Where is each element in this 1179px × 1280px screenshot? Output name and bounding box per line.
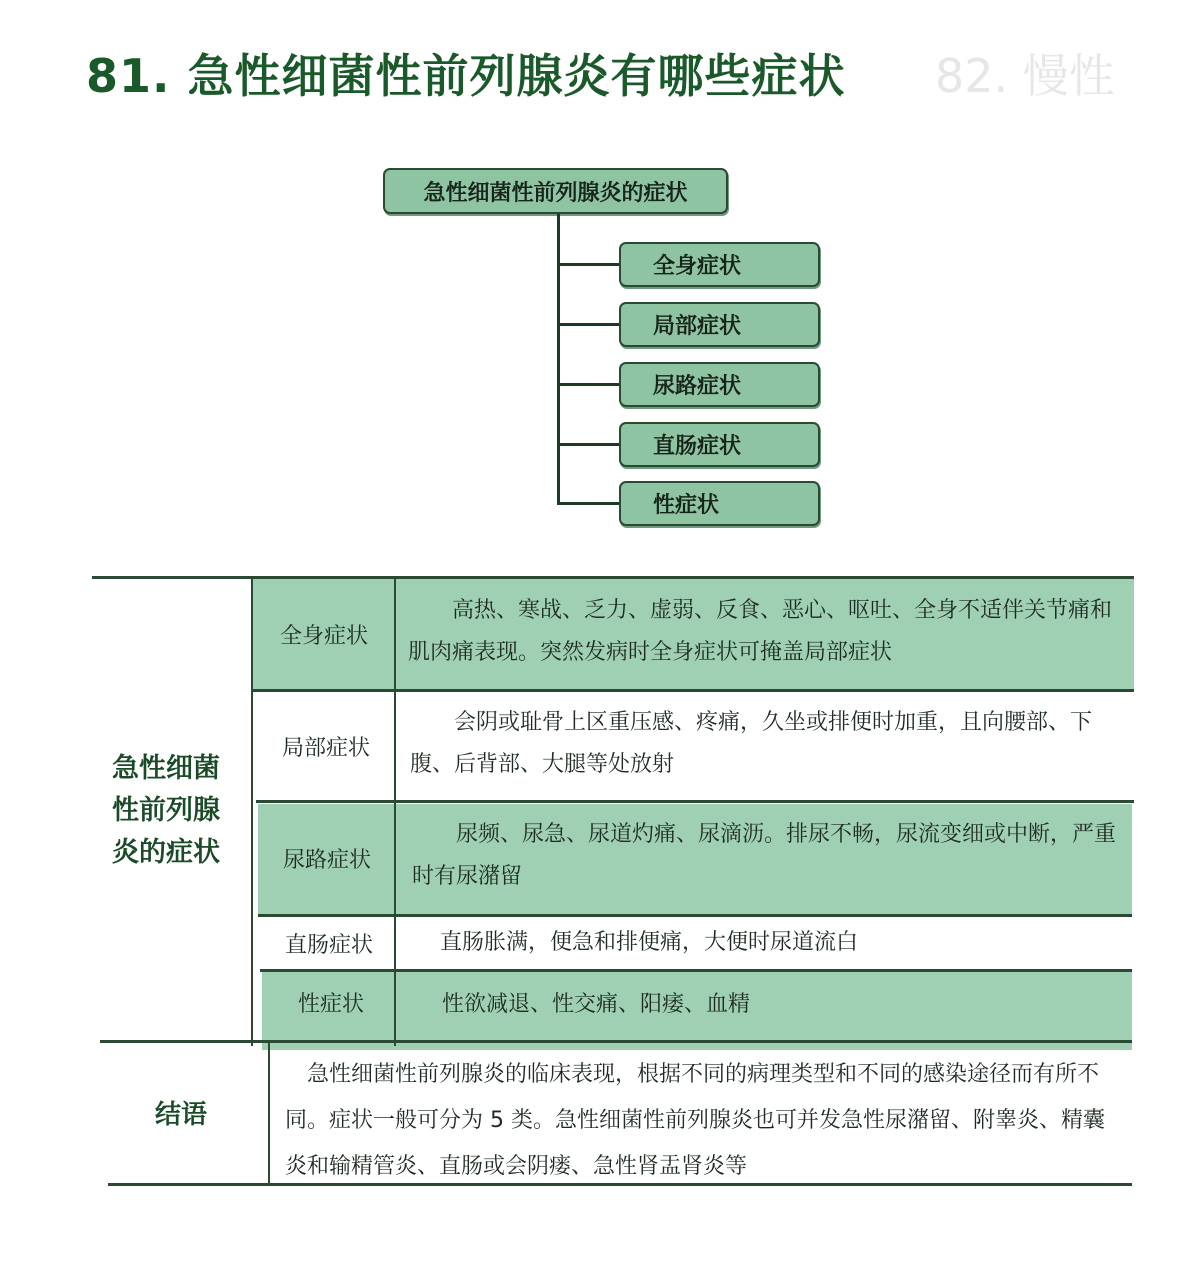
row-description: 性欲减退、性交痛、阳痿、血精 xyxy=(442,992,751,1017)
table-side-title xyxy=(112,748,242,874)
table-col-divider xyxy=(251,576,253,1046)
row-category: 性症状 xyxy=(297,991,364,1017)
row-description: 会阴或耻骨上区重压感、疼痛，久坐或排便时加重，且向腰部、下腹、后背部、大腿等处放射 xyxy=(410,710,1093,777)
diagram-node-systemic: 全身症状 xyxy=(619,242,820,287)
row-description: 尿频、尿急、尿道灼痛、尿滴沥。排尿不畅，尿流变细或中断，严重时有尿潴留 xyxy=(412,822,1117,889)
row-description: 高热、寒战、乏力、虚弱、反食、恶心、呕吐、全身不适伴关节痛和肌肉痛表现。突然发病时全身症状可掩盖局部症状 xyxy=(408,598,1113,665)
diagram-branch-line xyxy=(557,383,620,386)
diagram-branch-line xyxy=(557,502,620,505)
table-top-border xyxy=(92,576,1134,579)
diagram-branch-line xyxy=(557,443,620,446)
conclusion-label: 结语 xyxy=(155,1100,208,1130)
diagram-node-local: 局部症状 xyxy=(619,302,820,347)
row-description: 直肠胀满，便急和排便痛，大便时尿道流白 xyxy=(440,930,859,955)
side-title-line: 急性细菌 xyxy=(112,753,220,784)
diagram-root-node: 急性细菌性前列腺炎的症状 xyxy=(383,168,728,214)
diagram-node-sexual: 性症状 xyxy=(619,481,820,526)
next-page-title-bleed: 82. 慢性 xyxy=(935,49,1115,103)
table-conclusion-divider xyxy=(100,1040,1132,1043)
row-category: 全身症状 xyxy=(279,623,368,649)
diagram-trunk-line xyxy=(557,214,560,504)
conclusion-text: 急性细菌性前列腺炎的临床表现，根据不同的病理类型和不同的感染途径而有所不同。症状一般可分为 5 类。急性细菌性前列腺炎也可并发急性尿潴留、附睾炎、精囊炎和输精管炎、直肠或会阴瘘、急性肾盂肾炎等 xyxy=(285,1062,1105,1179)
row-category: 直肠症状 xyxy=(284,932,373,958)
diagram-branch-line xyxy=(557,263,620,266)
diagram-node-rectal: 直肠症状 xyxy=(619,422,820,467)
side-title-line: 炎的症状 xyxy=(112,837,220,868)
diagram-branch-line xyxy=(557,323,620,326)
table-col-divider xyxy=(268,1040,270,1183)
page-title: 81. 急性细菌性前列腺炎有哪些症状 xyxy=(86,49,846,103)
diagram-node-urinary: 尿路症状 xyxy=(619,362,820,407)
side-title-line: 性前列腺 xyxy=(112,795,220,826)
row-category: 尿路症状 xyxy=(282,848,371,873)
symptom-tree-diagram xyxy=(0,0,1179,560)
row-category: 局部症状 xyxy=(281,735,370,761)
